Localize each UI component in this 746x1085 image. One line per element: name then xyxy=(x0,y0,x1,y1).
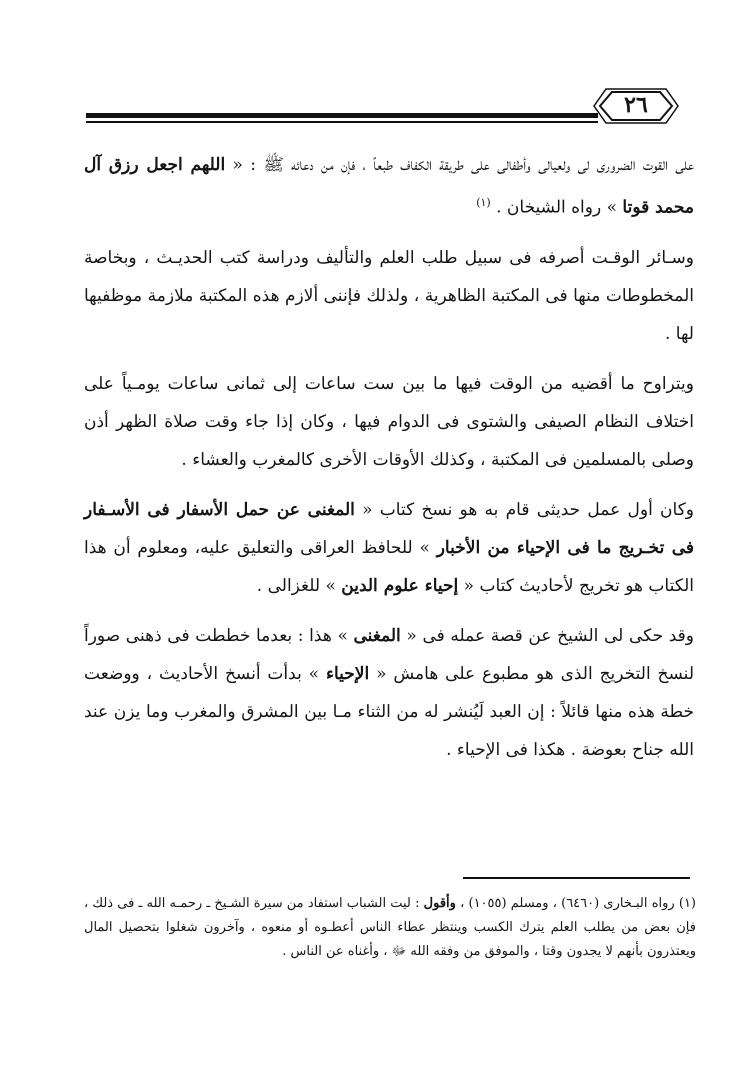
footnote-separator xyxy=(463,877,690,879)
paragraph xyxy=(84,239,694,353)
header-rule-thin xyxy=(86,121,598,123)
text-segment: » هذا : بعدما خططت فى ذهنى صوراً لنسخ التخريج الذى هو مطبوع على هامش « xyxy=(84,625,694,684)
text-segment: » للحافظ العراقى والتعليق عليه، ومعلوم أن هذا الكتاب هو تخريج لأحاديث كتاب « xyxy=(84,537,694,596)
text-segment: وقد حكى لى الشيخ عن قصة عمله فى « xyxy=(400,625,694,646)
header-rule xyxy=(86,113,598,118)
footnote xyxy=(84,892,696,964)
paragraph xyxy=(84,365,694,479)
text-segment: » للغزالى . xyxy=(256,575,342,596)
footnote-reference: (١) xyxy=(476,196,491,209)
text-segment: ويتراوح ما أقضيه من الوقت فيها ما بين ست ساعات إلى ثمانى ساعات يومـياً على اختلاف النظام الصيفى والشتوى فى الدوام فيها ، وكان إذا جاء وقت صلاة الظهر أذن وصلى بالمسلمين فى المكتبة ، وكذلك الأوقات الأخرى كالمغرب والعشاء . xyxy=(84,373,694,470)
bold-text-segment: إحياء علوم الدين xyxy=(341,575,459,596)
paragraph xyxy=(84,491,694,605)
bold-text-segment: وأقول xyxy=(423,896,456,911)
paragraph xyxy=(84,617,694,769)
bold-text-segment: المغنى xyxy=(353,625,401,646)
text-segment: (١) رواه البـخارى (٦٤٦٠) ، ومسلم (١٠٥٥) ، xyxy=(455,896,696,911)
bold-text-segment: اللهم اجعل رزق آل محمد قوتا xyxy=(84,155,694,218)
text-segment: وكان أول عمل حديثى قام به هو نسخ كتاب « xyxy=(354,499,695,520)
main-text xyxy=(84,146,694,769)
footnotes xyxy=(84,892,696,964)
text-segment: » بدأت أنسخ الأحاديث ، ووضعت خطة هذه منها قائلاً : إن العبد لَيُنشر له من الثناء مـا بين المشرق والمغرب وما يزن عند الله جناح بعوضة . هكذا فى الإحياء . xyxy=(84,663,694,760)
text-segment: » رواه الشيخان . xyxy=(490,197,623,218)
text-segment: : ليت الشباب استفاد من سيرة الشـيخ ـ رحمـه الله ـ فى ذلك ، فإن بعض من يطلب العلم يترك الكسب وينتظر عطاء الناس أعطـوه أو منعوه ، وآخرون شغلوا بتحصيل المال ويعتذرون بأنهم لا يجدون وقتا ، والموفق من وفقه الله ﷻ ، وأغناه عن الناس . xyxy=(84,896,696,959)
text-segment: وسـائر الوقـت أصرفه فى سبيل طلب العلم والتأليف ودراسة كتب الحديـث ، وبخاصة المخطوطات منها فى المكتبة الظاهرية ، ولذلك فإننى ألازم هذه المكتبة ملازمة موظفيها لها . xyxy=(84,247,694,344)
bold-text-segment: الإحياء xyxy=(325,663,370,684)
text-segment: على القوت الضرورى لى ولعيالى وأطفالى على طريقة الكفاف طبعاً ، فإن من دعائه ﷺ : « xyxy=(225,155,694,175)
page-number: ٢٦ xyxy=(624,92,648,118)
bold-text-segment: المغنى عن حمل الأسفار فى الأسـفار فى تخـريج ما فى الإحياء من الأخبار xyxy=(84,499,694,558)
paragraph xyxy=(84,146,694,227)
